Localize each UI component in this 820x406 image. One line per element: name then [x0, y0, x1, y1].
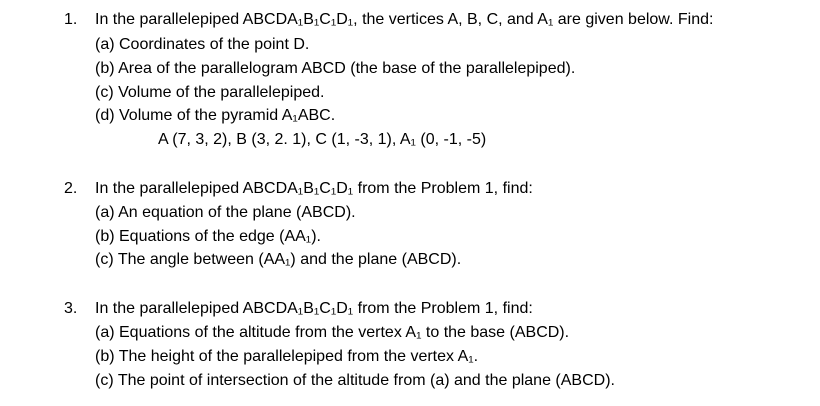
problem-1-points: A (7, 3, 2), B (3, 2. 1), C (1, -3, 1), A₁ (0, -1, -5)	[158, 131, 487, 148]
problem-3-item-a: (a) Equations of the altitude from the vertex A₁ to the base (ABCD).	[95, 324, 570, 341]
problem-3-intro: In the parallelepiped ABCDA₁B₁C₁D₁ from the Problem 1, find:	[95, 300, 533, 317]
problem-3-item-b: (b) The height of the parallelepiped from the vertex A₁.	[95, 348, 479, 365]
problem-3-number: 3.	[64, 300, 78, 317]
problem-2-item-b: (b) Equations of the edge (AA₁).	[95, 228, 321, 245]
problem-2-intro: In the parallelepiped ABCDA₁B₁C₁D₁ from the Problem 1, find:	[95, 180, 533, 197]
problem-1-number: 1.	[64, 11, 78, 28]
problem-2-number: 2.	[64, 180, 78, 197]
problem-3-item-c: (c) The point of intersection of the altitude from (a) and the plane (ABCD).	[95, 372, 615, 389]
problem-1-item-a: (a) Coordinates of the point D.	[95, 36, 310, 53]
problem-1-intro: In the parallelepiped ABCDA₁B₁C₁D₁, the vertices A, B, C, and A₁ are given below. Find:	[95, 11, 714, 28]
problem-1-item-b: (b) Area of the parallelogram ABCD (the base of the parallelepiped).	[95, 60, 576, 77]
problem-1-item-d: (d) Volume of the pyramid A₁ABC.	[95, 107, 336, 124]
problem-2-item-a: (a) An equation of the plane (ABCD).	[95, 204, 356, 221]
problem-1-item-c: (c) Volume of the parallelepiped.	[95, 84, 325, 101]
problem-2-item-c: (c) The angle between (AA₁) and the plane (ABCD).	[95, 251, 462, 268]
